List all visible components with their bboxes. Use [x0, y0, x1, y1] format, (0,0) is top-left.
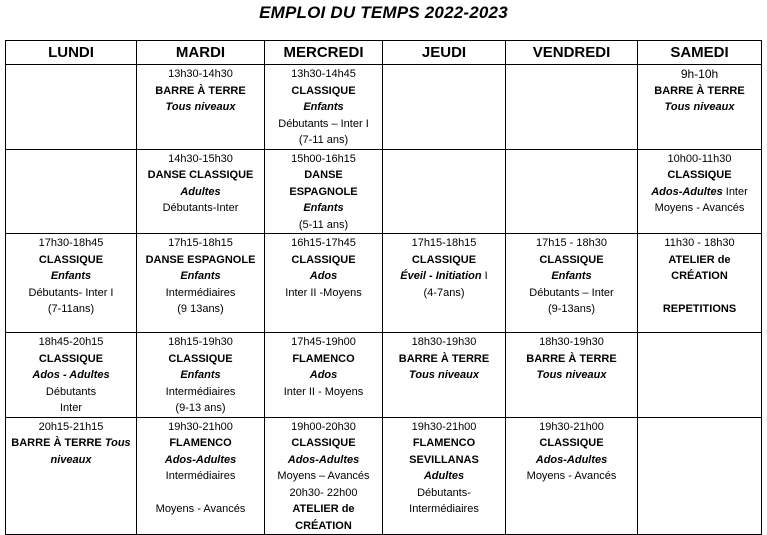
class-time: 20h30- 22h00 [289, 486, 358, 499]
class-level: Moyens - Avancés [155, 503, 246, 515]
schedule-cell [265, 149, 383, 234]
schedule-cell [506, 149, 638, 234]
class-time: 18h45-20h15 [38, 336, 104, 348]
class-time: 20h15-21h15 [38, 420, 104, 433]
class-level: Inter [59, 402, 82, 414]
schedule-cell [6, 65, 137, 150]
class-name: ESPAGNOLE [289, 185, 358, 198]
class-name: CLASSIQUE [539, 253, 604, 266]
class-name: CLASSIQUE [539, 437, 604, 449]
class-age: (9 13ans) [177, 303, 224, 315]
class-group: Ados [309, 270, 338, 282]
schedule-cell [638, 333, 762, 418]
class-level: Intermédiaires [165, 385, 236, 398]
class-name: ATELIER de [668, 253, 731, 266]
class-group: Ados - Adultes [32, 369, 110, 381]
class-group: Enfants [551, 270, 592, 282]
class-level: Intermédiaires [409, 503, 479, 515]
class-level: Débutants- [417, 486, 471, 499]
class-time: 14h30-15h30 [168, 152, 233, 165]
class-level: Inter II -Moyens [285, 286, 362, 299]
schedule-cell [506, 417, 638, 535]
class-level: Débutants- Inter I [28, 286, 114, 299]
class-group: Éveil - Initiation [400, 270, 482, 282]
header-row [6, 41, 762, 65]
class-name: CLASSIQUE [291, 437, 356, 449]
schedule-cell [506, 234, 638, 333]
class-level: Débutants – Inter I [278, 117, 369, 130]
spacer [638, 285, 761, 302]
class-level: Intermédiaires [165, 286, 236, 299]
day-header-jeudi: JEUDI [383, 41, 506, 65]
class-time: 18h15-19h30 [168, 336, 233, 348]
class-name: BARRE À TERRE [398, 352, 490, 365]
schedule-cell [6, 149, 137, 234]
class-name: BARRE À TERRE [155, 84, 246, 97]
class-group: Adultes [180, 185, 221, 198]
class-extra: REPETITIONS [662, 303, 737, 315]
schedule-cell [383, 65, 506, 150]
class-level: Inter II - Moyens [283, 385, 364, 398]
schedule-cell [265, 234, 383, 333]
class-group: Ados-Adultes [535, 453, 608, 466]
page-title: EMPLOI DU TEMPS 2022-2023 [259, 3, 508, 22]
schedule-cell [506, 65, 638, 150]
table-row [6, 65, 762, 150]
class-time: 15h00-16h15 [291, 152, 356, 165]
class-age: (5-11 ans) [298, 218, 349, 231]
class-name: CLASSIQUE [168, 352, 233, 365]
class-group: Enfants [180, 270, 221, 282]
class-level: Moyens - Avancés [654, 202, 745, 214]
class-group: Enfants [303, 101, 344, 113]
day-header-mardi: MARDI [137, 41, 265, 65]
class-time: 19h30-21h00 [539, 420, 604, 433]
schedule-cell [137, 333, 265, 418]
class-group: Enfants [180, 369, 221, 381]
class-name: BARRE À TERRE [526, 352, 617, 365]
schedule-cell [6, 333, 137, 418]
class-time: 13h30-14h30 [168, 68, 233, 80]
schedule-cell [6, 417, 137, 535]
class-time: 10h00-11h30 [667, 152, 732, 165]
class-time: 9h-10h [680, 67, 719, 81]
class-time: 17h15 - 18h30 [536, 237, 607, 249]
class-time: 17h15-18h15 [168, 237, 233, 249]
class-level: Tous niveaux [536, 369, 607, 381]
class-time: 18h30-19h30 [539, 336, 604, 348]
class-level: Débutants [45, 385, 97, 398]
class-name: FLAMENCO [412, 437, 476, 449]
class-time: 13h30-14h45 [291, 68, 356, 80]
schedule-cell [383, 417, 506, 535]
day-header-vendredi: VENDREDI [506, 41, 638, 65]
class-age: (7-11 ans) [298, 134, 349, 146]
class-level: niveaux [50, 453, 92, 466]
schedule-cell [137, 234, 265, 333]
schedule-cell [137, 417, 265, 535]
schedule-cell [137, 65, 265, 150]
class-time: 11h30 - 18h30 [664, 237, 735, 249]
class-level: Tous [104, 437, 131, 449]
class-time: 17h15-18h15 [411, 237, 477, 249]
schedule-cell [265, 417, 383, 535]
class-time: 19h00-20h30 [291, 420, 356, 433]
class-name: FLAMENCO [169, 437, 232, 449]
schedule-cell [506, 333, 638, 418]
spacer [137, 485, 264, 502]
table-row [6, 149, 762, 234]
schedule-cell [383, 149, 506, 234]
class-age: (9-13ans) [547, 303, 596, 315]
class-level: Tous niveaux [664, 101, 735, 113]
class-name: CLASSIQUE [291, 84, 356, 97]
schedule-cell [6, 234, 137, 333]
class-name: DANSE CLASSIQUE [147, 169, 254, 181]
class-group: Ados [309, 369, 338, 381]
class-name: CLASSIQUE [667, 169, 732, 181]
class-group-line [383, 268, 505, 285]
table-row [6, 333, 762, 418]
class-name: ATELIER de [292, 503, 355, 515]
schedule-table [5, 40, 762, 535]
schedule-cell [265, 65, 383, 150]
schedule-cell [638, 234, 762, 333]
class-name: CRÉATION [671, 270, 728, 282]
table-row [6, 417, 762, 535]
schedule-cell [383, 234, 506, 333]
class-name: DANSE [304, 169, 343, 181]
class-time: 18h30-19h30 [411, 336, 477, 348]
class-name: DANSE ESPAGNOLE [145, 253, 256, 266]
class-name-line [6, 435, 136, 452]
class-name: CLASSIQUE [38, 352, 104, 365]
class-group: Ados-Adultes [287, 453, 360, 466]
class-time: 19h30-21h00 [411, 420, 477, 433]
day-header-mercredi: MERCREDI [265, 41, 383, 65]
class-name: CLASSIQUE [411, 253, 477, 266]
class-level-suffix: Inter [722, 185, 748, 198]
class-name: BARRE À TERRE [11, 437, 102, 449]
class-name: BARRE À TERRE [654, 84, 745, 97]
class-level: Intermédiaires [165, 470, 236, 482]
class-name: CLASSIQUE [291, 253, 356, 266]
class-time: 17h45-19h00 [291, 336, 356, 348]
class-level: Moyens - Avancés [526, 470, 617, 482]
class-group: Adultes [423, 470, 465, 482]
class-name: CLASSIQUE [38, 253, 104, 266]
day-header-lundi: LUNDI [6, 41, 137, 65]
class-age: (7-11ans) [47, 303, 95, 315]
class-age: (9-13 ans) [175, 402, 226, 414]
class-level: Débutants – Inter [529, 286, 614, 299]
class-level: Débutants-Inter [162, 202, 239, 214]
class-age: (4-7ans) [423, 286, 465, 299]
class-name: SEVILLANAS [409, 453, 479, 466]
class-level: Tous niveaux [165, 101, 236, 113]
schedule-cell [638, 65, 762, 150]
class-name: FLAMENCO [292, 352, 355, 365]
schedule-cell [265, 333, 383, 418]
class-group-line [638, 184, 761, 201]
schedule-cell [383, 333, 506, 418]
class-time: 19h30-21h00 [168, 420, 233, 433]
class-level: Tous niveaux [409, 369, 479, 381]
day-header-samedi: SAMEDI [638, 41, 762, 65]
class-name: CRÉATION [295, 519, 352, 532]
table-row [6, 234, 762, 333]
class-time: 16h15-17h45 [291, 237, 356, 249]
class-level: Moyens – Avancés [277, 470, 370, 482]
class-group: Ados-Adultes [164, 453, 237, 466]
class-time: 17h30-18h45 [38, 237, 104, 249]
schedule-cell [137, 149, 265, 234]
class-group: Enfants [303, 202, 344, 214]
class-level-suffix: I [481, 270, 488, 282]
class-group: Enfants [50, 270, 92, 282]
schedule-cell [638, 417, 762, 535]
schedule-cell [638, 149, 762, 234]
class-group: Ados-Adultes [651, 185, 723, 198]
